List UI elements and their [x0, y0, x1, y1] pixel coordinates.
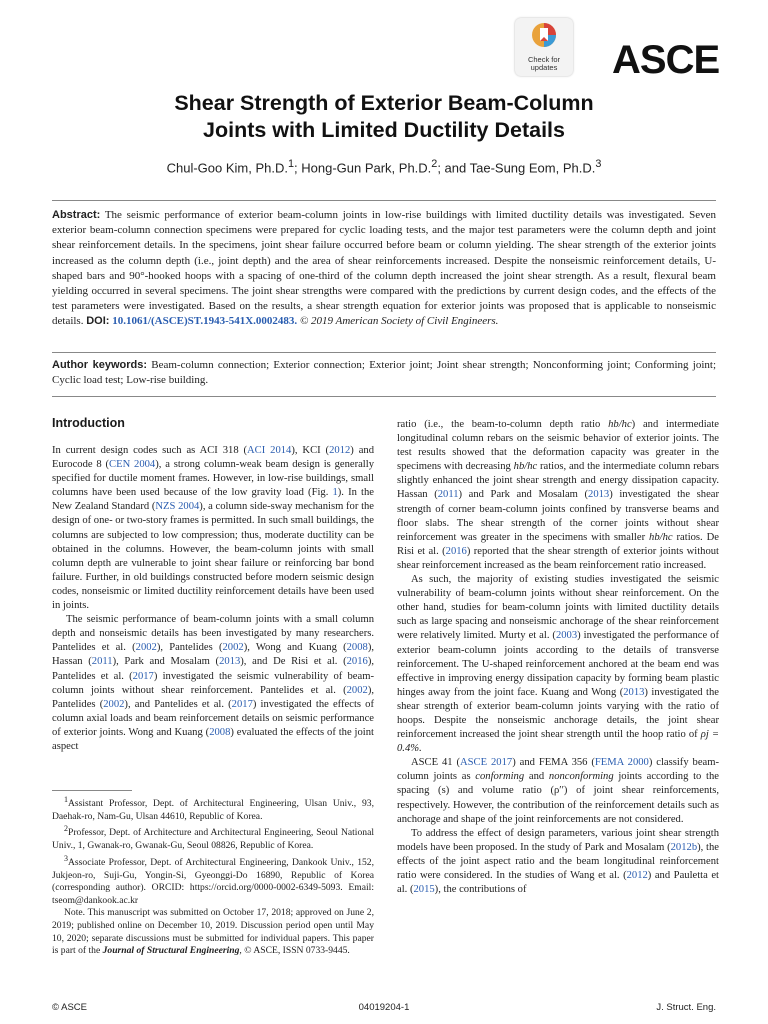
footnote-rule — [52, 790, 132, 791]
right-paragraph-2: As such, the majority of existing studies investigated the seismic vulnerability of beam-column joints without shear reinforcement. On the other hand, studies for beam-column joints with limited ductility details such as large spacing and nonseismic anchorage of the shear reinforcement were relatively limited. Murty et al. (2003) investigated the performance of exterior beam-column joints according to the details of transverse reinforcement. The U-shaped reinforcement anchored at the beam end was effective in improving energy dissipation capacity by forming beam plastic hinges away from the joint face. Kuang and Wong (2013) investigated the shear strength of exterior beam-column joints varying with the ratio of hoops. Despite the nonseismic anchorage details, the joint shear reinforcement increased the joint shear strength until the hoop ratio of ρj = 0.4%. — [397, 574, 719, 755]
right-paragraph-4: To address the effect of design parameters, various joint shear strength models have been proposed. In the study of Park and Mosalam (2012b), the effects of the joint aspect ratio and the beam longitudinal reinforcement ratio were considered. In the studies of Wang et al. (2012) and Pauletta et al. (2015), the contributions of — [397, 827, 719, 896]
left-column — [52, 444, 374, 754]
title-line-2: Joints with Limited Ductility Details — [203, 118, 565, 142]
cite-hassan-2011b[interactable]: 2011 — [437, 489, 459, 501]
cite-wong-kuang-2008[interactable]: 2008 — [346, 642, 368, 654]
keywords-label: Author keywords: — [52, 359, 148, 371]
right-paragraph-1: ratio (i.e., the beam-to-column depth ratio hb/hc) and intermediate longitudinal column rebars on the seismic behavior of exterior joints. The test results showed that the deformation capacity was greater in the specimens with decreasing hb/hc ratios, and the intermediate column rebars slightly enhanced the joint shear strength and energy dissipation capacity. Hassan (2011) and Park and Mosalam (2013) investigated the shear strength of corner beam-column joints confined by transverse beams and floor slabs. The shear strength of the corner joints without shear reinforcement was greater in the specimens with smaller hb/hc ratios. De Risi et al. (2016) reported that the shear strength of exterior joints without shear reinforcement increased as the beam reinforcement ratio increased. — [397, 419, 720, 571]
doi-link[interactable]: 10.1061/(ASCE)ST.1943-541X.0002483. — [112, 315, 298, 328]
cite-fig-1[interactable]: 1 — [332, 487, 338, 499]
author-2: ; Hong-Gun Park, Ph.D. — [294, 160, 432, 176]
cite-hassan-2011[interactable]: 2011 — [91, 656, 113, 668]
cite-nzs-2004[interactable]: NZS 2004 — [155, 501, 200, 513]
doi-label: DOI: — [86, 315, 110, 328]
cite-pantelides-2002[interactable]: 2002 — [135, 642, 157, 654]
section-heading-introduction: Introduction — [52, 416, 125, 430]
asce-logo — [612, 38, 719, 83]
right-column — [397, 418, 719, 897]
cite-pantelides-2002b[interactable]: 2002 — [222, 642, 244, 654]
cite-park-mosalam-2013[interactable]: 2013 — [219, 656, 241, 668]
author-1: Chul-Goo Kim, Ph.D. — [166, 160, 288, 176]
footnote-3: $^3$Associate Professor, Dept. of Architectural Engineering, Dankook Univ., 152, Jukjeon-ro, Suji-Gu, Yongin-Si, Gyeonggi-Do 16890, Republic of Korea (corresponding author). ORCID: https://orcid.org/0000-0002-6349-5093. Email: tseom@dankook.ac.kr — [52, 853, 374, 906]
cite-murty-2003[interactable]: 2003 — [555, 630, 578, 642]
cite-park-mosalam-2012b[interactable]: 2012b — [670, 841, 698, 853]
crossmark-icon — [530, 21, 558, 51]
abstract — [52, 208, 716, 330]
hoop-ratio-value: ρj = 0.4%. — [397, 729, 719, 755]
rule-mid — [52, 352, 716, 353]
author-keywords — [52, 358, 716, 388]
cite-wang-2012[interactable]: 2012 — [626, 870, 648, 881]
title-line-1: Shear Strength of Exterior Beam-Column — [174, 91, 594, 115]
rule-bottom — [52, 396, 716, 397]
cite-pantelides-2002d[interactable]: 2002 — [103, 698, 125, 710]
intro-paragraph-2: The seismic performance of beam-column joints with a small column depth and nonseismic details has been investigated by many researchers. Pantelides et al. (2002), Pantelides (2002), Wong and Kuang (2008), Hassan (2011), Park and Mosalam (2013), and De Risi et al. (2016), Pantelides et al. (2017) investigated the seismic vulnerability of beam-column joints without shear reinforcement. Pantelides et al. (2002), Pantelides (2002), and Pantelides et al. (2017) investigated the effects of column axial loads and beam reinforcement details on seismic performance of exterior joints. Wong and Kuang (2008) evaluated the effects of the joint aspect — [52, 614, 374, 752]
footnote-1: $^1$Assistant Professor, Dept. of Architectural Engineering, Ulsan Univ., 93, Daehak-ro, Nam-Gu, Ulsan 44610, Republic of Korea. — [52, 795, 374, 822]
footer-copyright: © ASCE — [52, 1002, 87, 1013]
author-list — [0, 158, 768, 175]
author-3: ; and Tae-Sung Eom, Ph.D. — [437, 160, 596, 176]
badge-line-1: Check for — [527, 55, 561, 64]
paper-title — [0, 90, 768, 144]
copyright: © 2019 American Society of Civil Engineers. — [297, 315, 499, 328]
footer-article-number: 04019204-1 — [358, 1002, 410, 1013]
cite-cen-2004[interactable]: CEN 2004 — [109, 459, 156, 471]
cite-fema-2000[interactable]: FEMA 2000 — [594, 757, 649, 769]
footnotes — [52, 794, 374, 958]
cite-kuang-wong-2013[interactable]: 2013 — [623, 686, 645, 698]
author-2-affil: 2 — [431, 158, 438, 170]
rule-top — [52, 200, 716, 201]
author-3-affil: 3 — [595, 158, 602, 170]
cite-pantelides-2002c[interactable]: 2002 — [346, 684, 368, 696]
author-1-affil: 1 — [287, 158, 295, 170]
intro-paragraph-1: In current design codes such as ACI 318 (ACI 2014), KCI (2012) and Eurocode 8 (CEN 2004), a strong column-weak beam design is generally specified for ductile moment frames. However, in low-rise buildings, small columns have been used because of the low gravity load (Fig. 1). In the New Zealand Standard (NZS 2004), a column side-sway mechanism for the design of one- or two-story frames is permitted. In such small buildings, the columns are subjected to low compression; thus, moderate ductility can be obtained in the columns. However, the beam-column joints with small column depth are vulnerable to joint shear failure or reinforcing bar bond failure. Further, in old buildings constructed before modern seismic design codes, nonseismic or limited ductility reinforcement details have been used in joints. — [52, 445, 375, 612]
cite-de-risi-2016b[interactable]: 2016 — [445, 545, 467, 557]
abstract-text: The seismic performance of exterior beam-column joints in low-rise buildings with limited ductility details was investigated. Seven exterior beam-column connection specimens were prepared for cyclic loading tests, and the major test parameters were the column depth and joint shear reinforcement details. In the specimens, joint shear failure occurred before beam or column yielding. The shear strength of the exterior joints increased as the column depth (i.e., joint depth) and the area of shear reinforcements increased. Despite the nonseismic reinforcement details, U-shaped bars and 90°-hooked hoops with a spacing of one-third of the column depth increased the joint shear strength. As a result, flexural beam yielding occurred in several specimens. The joint shear strengths were compared with the predictions by current design codes, and the effects of the test parameters were investigated. Based on the results, a shear strength equation for exterior joints was proposed that is applicable to nonseismic details. — [52, 209, 716, 328]
cite-pantelides-2017[interactable]: 2017 — [132, 670, 154, 682]
footer-journal: J. Struct. Eng. — [656, 1002, 716, 1013]
ratio-expression-2: hb/hc — [513, 461, 538, 473]
badge-line-2: updates — [530, 63, 558, 72]
cite-de-risi-2016[interactable]: 2016 — [346, 656, 368, 668]
footnote-2: $^2$Professor, Dept. of Architecture and Architectural Engineering, Seoul National Univ., 1, Gwanak-ro, Gwanak-Gu, Seoul 08826, Republic of Korea. — [52, 824, 374, 852]
cite-aci-2014[interactable]: ACI 2014 — [247, 445, 292, 456]
ratio-expression: hb/hc — [608, 419, 632, 430]
asce-logo-text: ASCE — [612, 38, 720, 82]
submission-note: Note. This manuscript was submitted on October 17, 2018; approved on June 2, 2019; published online on December 10, 2019. Discussion period open until May 10, 2020; separate discussions must be submitted for individual papers. This paper is part of the Journal of Structural Engineering, © ASCE, ISSN 0733-9445. — [52, 907, 374, 957]
right-paragraph-3: ASCE 41 (ASCE 2017) and FEMA 356 (FEMA 2000) classify beam-column joints as conforming and nonconforming joints according to the spacing (s) and volume ratio (ρ′′) of joint shear reinforcements, respectively. However, the contribution of the reinforcement details such as anchorage and shape of the joint reinforcements are not considered. — [397, 757, 720, 825]
keywords-text: Beam-column connection; Exterior connection; Exterior joint; Joint shear strength; Nonconforming joint; Conforming joint; Cyclic load test; Low-rise building. — [52, 359, 717, 387]
cite-asce-2017[interactable]: ASCE 2017 — [460, 757, 513, 769]
abstract-label: Abstract: — [52, 209, 101, 221]
cite-kci-2012[interactable]: 2012 — [329, 445, 351, 456]
cite-park-mosalam-2013b[interactable]: 2013 — [588, 489, 610, 501]
cite-pantelides-2017b[interactable]: 2017 — [231, 698, 253, 710]
check-for-updates-badge[interactable] — [515, 18, 573, 76]
cite-pauletta-2015[interactable]: 2015 — [413, 884, 435, 896]
cite-wong-kuang-2008b[interactable]: 2008 — [209, 726, 231, 738]
ratio-expression-3: hb/hc — [649, 531, 673, 543]
